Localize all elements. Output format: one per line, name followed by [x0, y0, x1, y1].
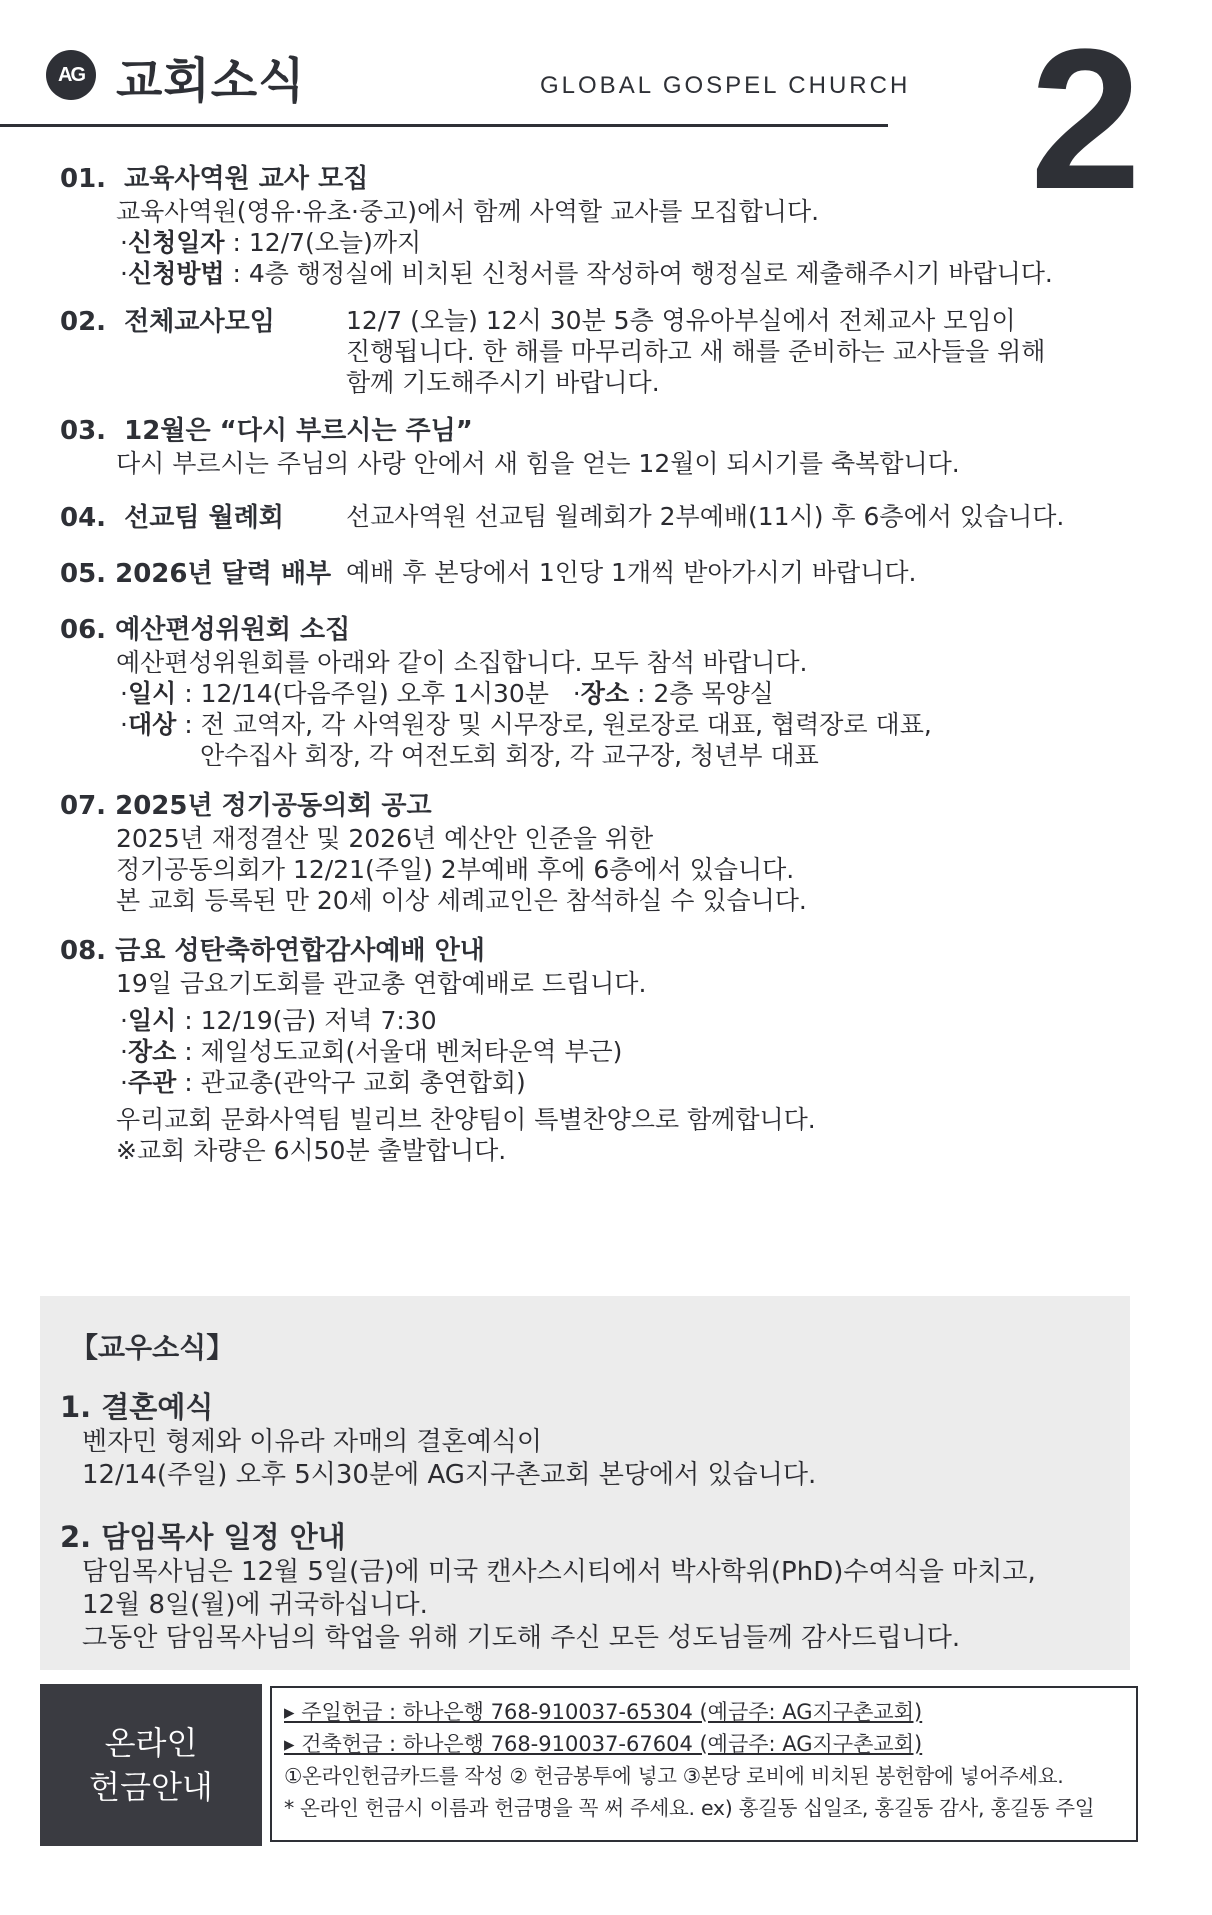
bullet-text: : 관교총(관악구 교회 총연합회)	[176, 1068, 526, 1097]
notice-title	[60, 557, 346, 591]
notice-heading: 선교팀 월례회	[124, 503, 284, 533]
notice-text: 교육사역원(영유·유초·중고)에서 함께 사역할 교사를 모집합니다.	[116, 197, 820, 226]
bullet-label: 장소	[580, 679, 630, 708]
notice-title	[60, 934, 1140, 968]
notice-bullet: ·일시 : 12/14(다음주일) 오후 1시30분 ·장소 : 2층 목양실	[120, 679, 774, 708]
notice-title	[60, 414, 1140, 448]
bullet-label: 대상	[127, 710, 177, 739]
notice-heading: 예산편성위원회 소집	[115, 615, 351, 645]
notice-heading: 금요 성탄축하연합감사예배 안내	[115, 936, 485, 966]
member-news-item	[60, 1518, 1036, 1655]
notice-08	[60, 934, 1140, 1166]
member-news-title: 1. 결혼예식	[60, 1390, 214, 1424]
notice-text: 예산편성위원회를 아래와 같이 소집합니다. 모두 참석 바랍니다.	[116, 648, 808, 677]
notice-06	[60, 613, 1140, 771]
logo-text: AG	[58, 63, 84, 86]
bullet-text: : 12/19(금) 저녁 7:30	[176, 1006, 437, 1035]
bullet-text: : 제일성도교회(서울대 벤처타운역 부근)	[176, 1037, 623, 1066]
notice-title	[60, 501, 346, 535]
notice-07	[60, 789, 1140, 916]
notice-bullet: ·주관 : 관교총(관악구 교회 총연합회)	[120, 1068, 526, 1097]
notice-text: ※교회 차량은 6시50분 출발합니다.	[116, 1136, 507, 1165]
notice-text: 함께 기도해주시기 바랍니다.	[346, 368, 660, 397]
bullet-label: 일시	[127, 1006, 177, 1035]
bullet-label: 신청일자	[127, 228, 225, 257]
account-text: ▸ 건축헌금 : 하나은행 768-910037-67604 (예금주: AG지구촌교회)	[284, 1732, 923, 1756]
notice-number: 01.	[60, 164, 107, 194]
notice-heading: 2026년 달력 배부	[115, 559, 332, 589]
notice-title	[60, 789, 1140, 823]
bullet-label: 일시	[127, 679, 177, 708]
notice-02	[60, 305, 1140, 398]
bullet-continuation: 안수집사 회장, 각 여전도회 회장, 각 교구장, 청년부 대표	[200, 741, 819, 770]
bullet-text: : 12/7(오늘)까지	[224, 228, 422, 257]
giving-note: * 온라인 헌금시 이름과 헌금명을 꼭 써 주세요. ex) 홍길동 십일조, 홍길동 감사, 홍길동 주일	[284, 1796, 1095, 1820]
online-giving-info	[270, 1686, 1138, 1842]
bullet-label: 신청방법	[127, 259, 225, 288]
notice-05	[60, 557, 1140, 591]
page-number: 2	[1030, 8, 1142, 231]
notice-text: 선교사역원 선교팀 월례회가 2부예배(11시) 후 6층에서 있습니다.	[346, 502, 1065, 531]
notice-list	[60, 162, 1140, 1166]
notice-bullet: ·대상 : 전 교역자, 각 사역원장 및 시무장로, 원로장로 대표, 협력장로 대표,	[120, 710, 932, 739]
notice-text: 다시 부르시는 주님의 사랑 안에서 새 힘을 얻는 12월이 되시기를 축복합니다.	[116, 449, 960, 478]
notice-number: 04.	[60, 503, 107, 533]
bullet-text: : 12/14(다음주일) 오후 1시30분	[176, 679, 573, 708]
member-news-title: 2. 담임목사 일정 안내	[60, 1520, 346, 1554]
notice-text: 2025년 재정결산 및 2026년 예산안 인준을 위한	[116, 824, 654, 853]
member-news-text: 그동안 담임목사님의 학업을 위해 기도해 주신 모든 성도님들께 감사드립니다.	[82, 1623, 961, 1653]
account-text: ▸ 주일헌금 : 하나은행 768-910037-65304 (예금주: AG지구촌교회)	[284, 1700, 923, 1724]
notice-text: 진행됩니다. 한 해를 마무리하고 새 해를 준비하는 교사들을 위해	[346, 337, 1046, 366]
notice-03	[60, 414, 1140, 479]
notice-text: 12/7 (오늘) 12시 30분 5층 영유아부실에서 전체교사 모임이	[346, 306, 1016, 335]
bullet-label: 장소	[127, 1037, 177, 1066]
notice-text: 본 교회 등록된 만 20세 이상 세례교인은 참석하실 수 있습니다.	[116, 886, 807, 915]
header-divider	[0, 124, 888, 127]
member-news-panel	[40, 1296, 1130, 1670]
notice-bullet: ·일시 : 12/19(금) 저녁 7:30	[120, 1006, 437, 1035]
notice-bullet: ·신청일자 : 12/7(오늘)까지	[120, 228, 422, 257]
giving-label-line: 온라인	[104, 1724, 198, 1762]
notice-text: 우리교회 문화사역팀 빌리브 찬양팀이 특별찬양으로 함께합니다.	[116, 1105, 816, 1134]
bullet-text: : 2층 목양실	[629, 679, 774, 708]
online-giving-label	[40, 1684, 262, 1846]
notice-heading: 교육사역원 교사 모집	[124, 164, 369, 194]
notice-04	[60, 501, 1140, 535]
notice-text: 예배 후 본당에서 1인당 1개씩 받아가시기 바랍니다.	[346, 558, 917, 587]
page-title: 교회소식	[116, 53, 306, 109]
notice-number: 08.	[60, 936, 107, 966]
notice-title	[60, 162, 1140, 196]
notice-bullet: ·신청방법 : 4층 행정실에 비치된 신청서를 작성하여 행정실로 제출해주시기 바랍니다.	[120, 259, 1053, 288]
building-offering-account	[284, 1728, 1124, 1760]
notice-text: 19일 금요기도회를 관교총 연합예배로 드립니다.	[116, 969, 647, 998]
notice-title	[60, 613, 1140, 647]
bullet-text: : 4층 행정실에 비치된 신청서를 작성하여 행정실로 제출해주시기 바랍니다.	[224, 259, 1053, 288]
notice-bullet: ·장소 : 제일성도교회(서울대 벤처타운역 부근)	[120, 1037, 623, 1066]
member-news-text: 담임목사님은 12월 5일(금)에 미국 캔사스시티에서 박사학위(PhD)수여식을 마치고,	[82, 1557, 1036, 1587]
notice-number: 05.	[60, 559, 107, 589]
notice-text: 정기공동의회가 12/21(주일) 2부예배 후에 6층에서 있습니다.	[116, 855, 795, 884]
giving-label-line: 헌금안내	[89, 1768, 213, 1806]
member-news-text: 12월 8일(월)에 귀국하십니다.	[82, 1590, 428, 1620]
bullet-label: 주관	[127, 1068, 177, 1097]
member-news-item	[60, 1388, 816, 1492]
church-name: GLOBAL GOSPEL CHURCH	[540, 72, 911, 99]
member-news-text: 12/14(주일) 오후 5시30분에 AG지구촌교회 본당에서 있습니다.	[82, 1460, 817, 1490]
notice-01	[60, 162, 1140, 289]
sunday-offering-account	[284, 1696, 1124, 1728]
church-logo	[46, 50, 96, 100]
member-news-text: 벤자민 형제와 이유라 자매의 결혼예식이	[82, 1427, 543, 1457]
notice-number: 03.	[60, 416, 107, 446]
notice-heading: 2025년 정기공동의회 공고	[115, 791, 432, 821]
notice-heading: 12월은 “다시 부르시는 주님”	[124, 416, 473, 446]
notice-number: 06.	[60, 615, 107, 645]
notice-body	[346, 305, 1045, 398]
member-news-heading: 【교우소식】	[70, 1331, 235, 1364]
notice-title	[60, 305, 346, 398]
bullet-text: : 전 교역자, 각 사역원장 및 시무장로, 원로장로 대표, 협력장로 대표,	[176, 710, 932, 739]
notice-number: 02.	[60, 307, 107, 337]
notice-number: 07.	[60, 791, 107, 821]
giving-instructions: ①온라인헌금카드를 작성 ② 헌금봉투에 넣고 ③본당 로비에 비치된 봉헌함에 넣어주세요.	[284, 1764, 1064, 1788]
notice-heading: 전체교사모임	[124, 307, 275, 337]
